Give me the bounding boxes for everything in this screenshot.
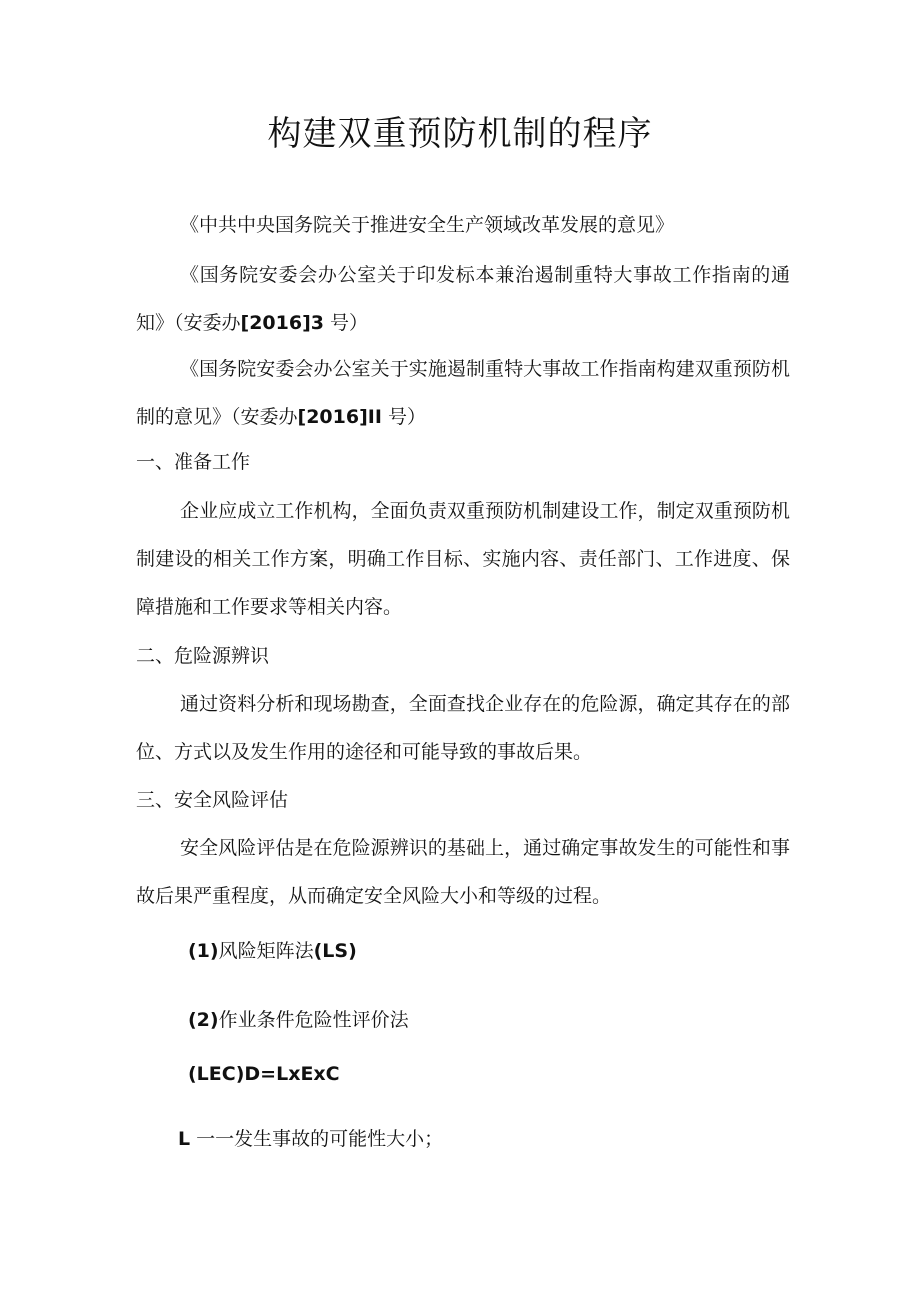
- reference-2-text: 《国务院安委会办公室关于印发标本兼治遏制重特大事故工作指南的通知》（安委办: [136, 264, 790, 334]
- reference-2-suffix: 号）: [323, 312, 369, 334]
- reference-3-suffix: 号）: [381, 406, 426, 428]
- section-body-3: 安全风险评估是在危险源辨识的基础上，通过确定事故发生的可能性和事故后果严重程度，从而确定安全风险大小和等级的过程。: [136, 837, 790, 907]
- section-heading-1: 一、准备工作: [136, 451, 251, 473]
- section-body-2: 通过资料分析和现场勘查，全面查找企业存在的危险源，确定其存在的部位、方式以及发生作用的途径和可能导致的事故后果。: [136, 693, 790, 763]
- method-1-label: 风险矩阵法: [218, 940, 314, 962]
- method-2: [188, 996, 409, 1044]
- definition-text: 一一发生事故的可能性大小；: [190, 1128, 444, 1150]
- method-1-number: (1): [188, 940, 219, 962]
- definition-line: [178, 1115, 443, 1163]
- method-1: [188, 927, 357, 975]
- section-heading-2: 二、危险源辨识: [136, 645, 270, 667]
- formula: (LEC)D=LxExC: [188, 1063, 340, 1085]
- method-1-abbr: (LS): [313, 940, 357, 962]
- reference-1: [180, 201, 674, 249]
- section-heading-3: 三、安全风险评估: [136, 789, 289, 811]
- reference-3: [136, 345, 790, 441]
- reference-1-text: 《中共中央国务院关于推进安全生产领域改革发展的意见》: [180, 214, 675, 236]
- reference-2: [136, 251, 790, 347]
- reference-3-code: [2016]II: [297, 406, 382, 428]
- method-2-number: (2): [188, 1009, 219, 1031]
- page-title: 构建双重预防机制的程序: [267, 114, 653, 154]
- definition-symbol: L: [178, 1128, 191, 1150]
- reference-3-text: 《国务院安委会办公室关于实施遏制重特大事故工作指南构建双重预防机制的意见》（安委办: [136, 358, 790, 428]
- method-2-label: 作业条件危险性评价法: [218, 1009, 409, 1031]
- reference-2-code: [2016]3: [240, 312, 324, 334]
- section-body-1: 企业应成立工作机构，全面负责双重预防机制建设工作，制定双重预防机制建设的相关工作方案，明确工作目标、实施内容、责任部门、工作进度、保障措施和工作要求等相关内容。: [136, 500, 790, 618]
